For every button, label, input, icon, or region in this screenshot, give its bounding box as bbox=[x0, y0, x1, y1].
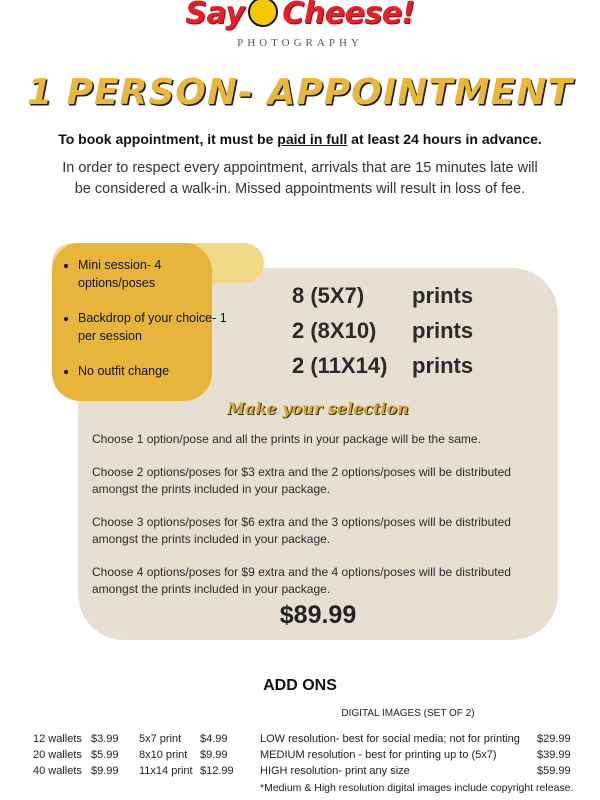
item-price: $4.99 bbox=[200, 733, 228, 745]
item-name: 12 wallets bbox=[33, 733, 82, 745]
print-label: prints bbox=[412, 283, 474, 308]
price-row bbox=[139, 731, 240, 747]
price-row bbox=[33, 747, 137, 763]
item-name: LOW resolution- best for social media; not for printing bbox=[260, 733, 520, 745]
print-item bbox=[292, 353, 552, 383]
booking-emphasis: paid in full bbox=[277, 131, 348, 147]
price-row bbox=[260, 747, 577, 763]
selection-option: Choose 1 option/pose and all the prints in your package will be the same. bbox=[92, 432, 481, 446]
item-price: $9.99 bbox=[91, 765, 119, 777]
feature-item: • Backdrop of your choice- 1 per session bbox=[78, 309, 228, 345]
item-name: MEDIUM resolution - best for printing up to (5x7) bbox=[260, 749, 497, 761]
digital-images-heading: DIGITAL IMAGES (SET OF 2) bbox=[341, 708, 475, 719]
item-price: $59.99 bbox=[537, 765, 571, 777]
digital-images-price-list bbox=[260, 731, 577, 779]
print-item bbox=[292, 283, 552, 313]
item-name: 11x14 print bbox=[139, 765, 193, 777]
print-label: prints bbox=[412, 318, 474, 343]
prints-price-list bbox=[139, 731, 240, 779]
booking-text-after: at least 24 hours in advance. bbox=[347, 131, 542, 147]
price-row bbox=[139, 763, 240, 779]
session-features-list bbox=[62, 256, 228, 380]
selection-option: Choose 4 options/poses for $9 extra and the 4 options/poses will be distributed amongst the prints included in your package. bbox=[92, 565, 511, 596]
late-arrival-policy: In order to respect every appointment, arrivals that are 15 minutes late will be considered a walk-in. Missed appointments will result in loss of fee. bbox=[62, 160, 538, 197]
item-price: $29.99 bbox=[537, 733, 571, 745]
logo-wordmark bbox=[0, 0, 600, 31]
package-price: $89.99 bbox=[279, 601, 357, 629]
addons-heading: ADD ONS bbox=[263, 677, 337, 694]
selection-option: Choose 3 options/poses for $6 extra and the 3 options/poses will be distributed amongst the prints included in your package. bbox=[92, 515, 511, 546]
page-title: 1 PERSON- APPOINTMENT bbox=[27, 72, 573, 113]
price-row bbox=[260, 731, 577, 747]
price-row bbox=[139, 747, 240, 763]
print-quantity: 8 (5X7) bbox=[292, 283, 365, 308]
price-row bbox=[260, 763, 577, 779]
logo-tagline: PHOTOGRAPHY bbox=[237, 37, 363, 49]
item-name: HIGH resolution- print any size bbox=[260, 765, 410, 777]
print-quantity: 2 (8X10) bbox=[292, 318, 377, 343]
item-price: $3.99 bbox=[91, 733, 119, 745]
logo-word-cheese: Cheese! bbox=[282, 0, 415, 31]
wallets-price-list bbox=[33, 731, 137, 779]
price-row bbox=[33, 731, 137, 747]
booking-notice bbox=[0, 131, 600, 147]
selection-heading: Make your selection bbox=[227, 399, 409, 418]
print-item bbox=[292, 318, 552, 348]
item-price: $12.99 bbox=[200, 765, 234, 777]
feature-item: • No outfit change bbox=[78, 362, 228, 380]
feature-item: • Mini session- 4 options/poses bbox=[78, 256, 228, 292]
booking-text-before: To book appointment, it must be bbox=[58, 131, 278, 147]
logo-word-say: Say bbox=[185, 0, 245, 31]
copyright-disclaimer: *Medium & High resolution digital images include copyright release. bbox=[260, 782, 574, 794]
item-price: $39.99 bbox=[537, 749, 571, 761]
item-name: 40 wallets bbox=[33, 765, 82, 777]
print-quantity: 2 (11X14) bbox=[292, 353, 388, 378]
item-name: 5x7 print bbox=[139, 733, 182, 745]
smiley-face-icon bbox=[248, 0, 278, 27]
selection-option: Choose 2 options/poses for $3 extra and the 2 options/poses will be distributed amongst the prints included in your package. bbox=[92, 465, 511, 496]
logo bbox=[0, 0, 600, 55]
item-name: 20 wallets bbox=[33, 749, 82, 761]
item-price: $5.99 bbox=[91, 749, 119, 761]
item-price: $9.99 bbox=[200, 749, 228, 761]
price-row bbox=[33, 763, 137, 779]
print-label: prints bbox=[412, 353, 474, 378]
item-name: 8x10 print bbox=[139, 749, 188, 761]
